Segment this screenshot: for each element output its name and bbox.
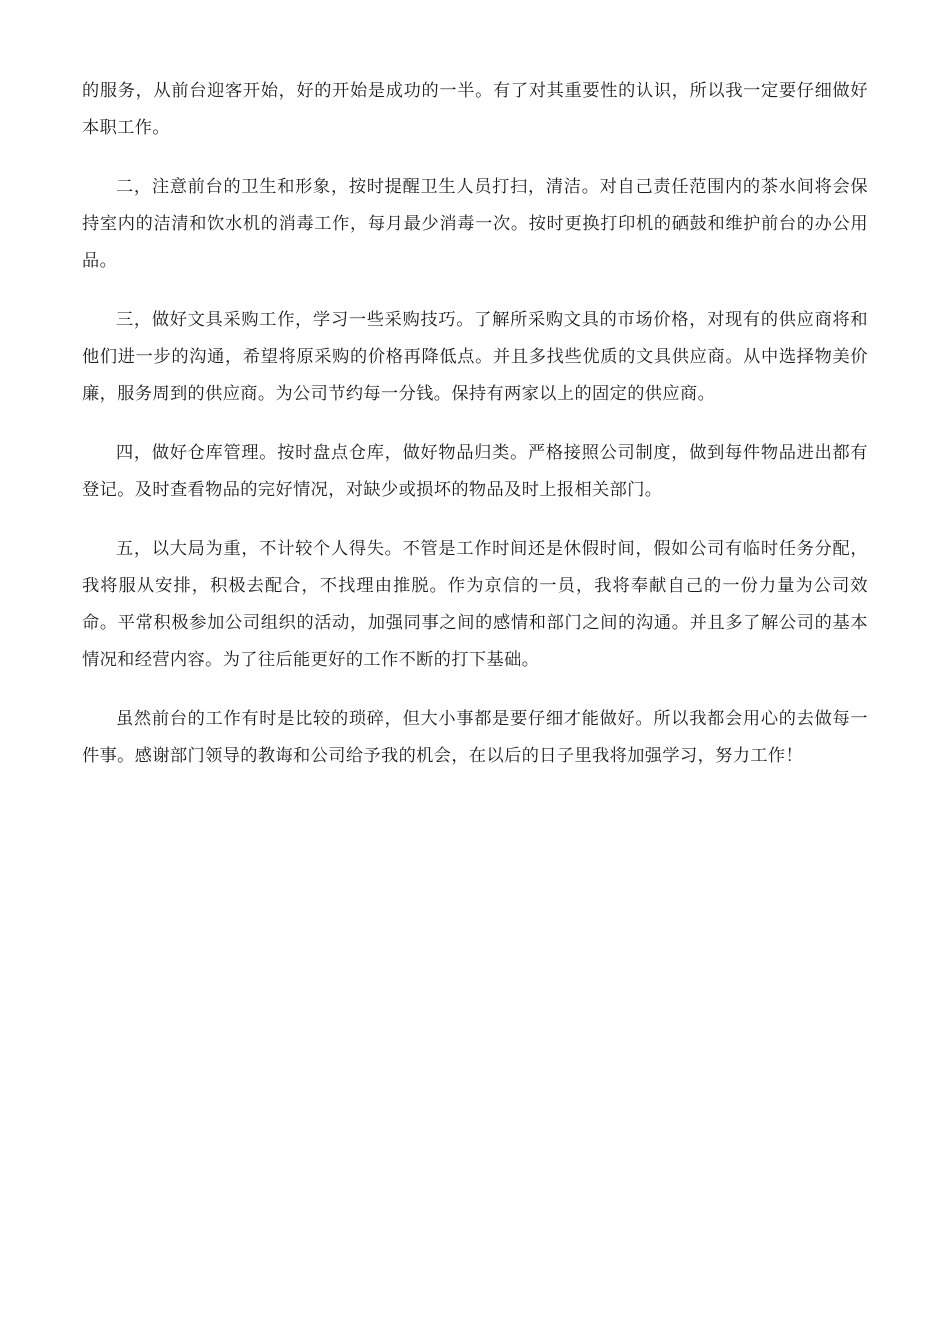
paragraph-continuation: 的服务，从前台迎客开始，好的开始是成功的一半。有了对其重要性的认识，所以我一定要仔细做好本职工作。 (82, 81, 868, 138)
paragraph-point-3: 三，做好文具采购工作，学习一些采购技巧。了解所采购文具的市场价格，对现有的供应商将和他们进一步的沟通，希望将原采购的价格再降低点。并且多找些优质的文具供应商。从中选择物美价廉，服务周到的供应商。为公司节约每一分钱。保持有两家以上的固定的供应商。 (82, 310, 868, 404)
document-page (82, 73, 868, 797)
paragraph-point-4: 四，做好仓库管理。按时盘点仓库，做好物品归类。严格接照公司制度，做到每件物品进出都有登记。及时查看物品的完好情况，对缺少或损坏的物品及时上报相关部门。 (82, 443, 868, 500)
paragraph-closing: 虽然前台的工作有时是比较的琐碎，但大小事都是要仔细才能做好。所以我都会用心的去做每一件事。感谢部门领导的教诲和公司给予我的机会，在以后的日子里我将加强学习，努力工作！ (82, 709, 868, 766)
paragraph-point-2: 二，注意前台的卫生和形象，按时提醒卫生人员打扫，清洁。对自己责任范围内的茶水间将会保持室内的洁清和饮水机的消毒工作，每月最少消毒一次。按时更换打印机的硒鼓和维护前台的办公用品。 (82, 177, 868, 271)
paragraph-point-5: 五，以大局为重，不计较个人得失。不管是工作时间还是休假时间，假如公司有临时任务分配，我将服从安排，积极去配合，不找理由推脱。作为京信的一员，我将奉献自己的一份力量为公司效命。平常积极参加公司组织的活动，加强同事之间的感情和部门之间的沟通。并且多了解公司的基本情况和经营内容。为了往后能更好的工作不断的打下基础。 (82, 539, 868, 670)
